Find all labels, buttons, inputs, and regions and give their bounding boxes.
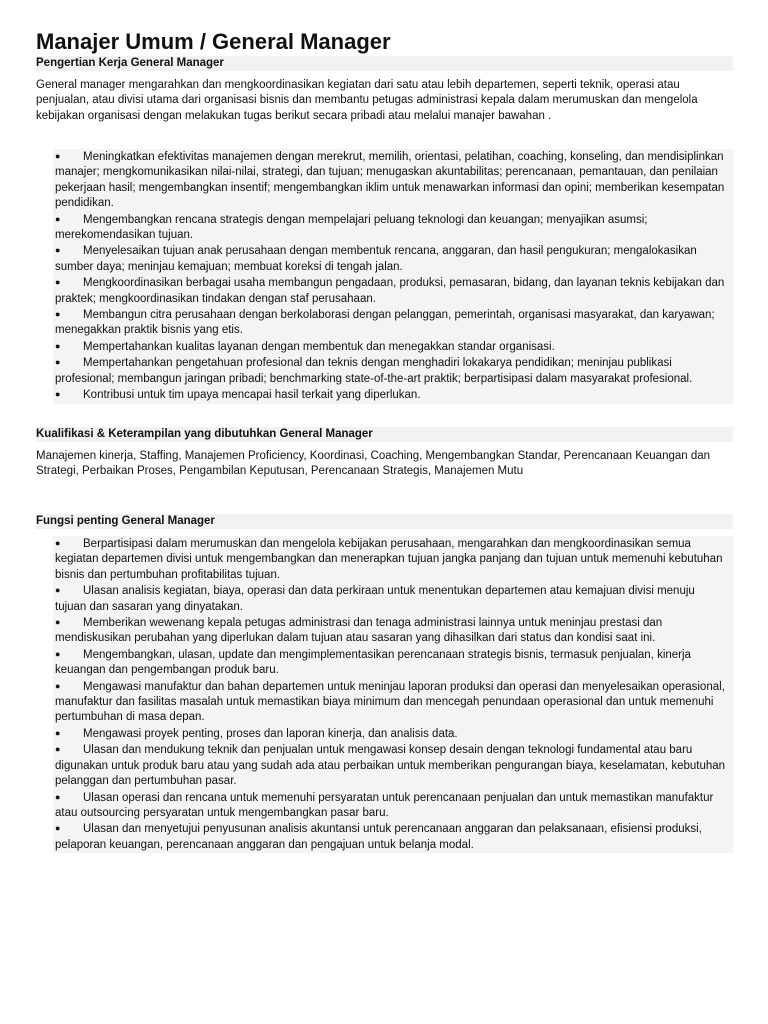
list-item: ● Mengembangkan, ulasan, update dan mengimplementasikan perencanaan strategis bisnis, termasuk penjualan, kinerja keuangan dan pengembangan produk baru. — [55, 648, 691, 677]
skills-paragraph: Manajemen kinerja, Staffing, Manajemen Proficiency, Koordinasi, Coaching, Mengembangkan Standar, Perencanaan Keuangan dan Strategi, Perbaikan Proses, Pengambilan Keputusan, Perencanaan Strategis, Manajemen Mutu — [36, 450, 711, 478]
bullet-icon: ● — [55, 727, 61, 738]
list-item: ● Ulasan analisis kegiatan, biaya, operasi dan data perkiraan untuk menentukan departemen atau kemajuan divisi menuju tujuan dan sasaran yang dinyatakan. — [55, 585, 695, 613]
section-heading-fungsi: Fungsi penting General Manager — [36, 514, 733, 529]
bullet-icon: ● — [55, 357, 61, 368]
list-item: ● Menyelesaikan tujuan anak perusahaan dengan membentuk rencana, anggaran, dan hasil pengukuran; mengalokasikan sumber daya; meninjau kemajuan; membuat koreksi di tengah jalan. — [55, 245, 697, 273]
section-heading-pengertian: Pengertian Kerja General Manager — [36, 56, 733, 71]
list-item: ● Memberikan wewenang kepala petugas administrasi dan tenaga administrasi lainnya untuk meninjau prestasi dan mendiskusikan perubahan yang diperlukan dalam tujuan atau sasaran yang dihasilkan dari status dan kondisi saat ini. — [55, 617, 663, 645]
list-item: ● Meningkatkan efektivitas manajemen dengan merekrut, memilih, orientasi, pelatihan, coaching, konseling, dan mendisiplinkan manajer; mengkomunikasikan nilai-nilai, strategi, dan tujuan; menugaskan akuntabilitas; perencanaan, pemantauan, dan penilaian pekerjaan hasil; mengembangkan insentif; mengembangkan iklim untuk menawarkan informasi dan opini; memberikan kesempatan pendidikan. — [55, 151, 725, 210]
bullet-icon: ● — [55, 151, 61, 161]
list-item: ● Kontribusi untuk tim upaya mencapai hasil terkait yang diperlukan. — [55, 389, 421, 402]
bullet-icon: ● — [55, 648, 61, 659]
bullet-icon: ● — [55, 213, 61, 224]
list-item: ● Berpartisipasi dalam merumuskan dan mengelola kebijakan perusahaan, mengarahkan dan mengkoordinasikan semua kegiatan departemen divisi untuk mengembangkan dan menerapkan tujuan jangka panjang dan tujuan untuk memenuhi kebutuhan bisnis dan pertumbuhan profitabilitas tujuan. — [55, 538, 723, 581]
bullet-icon: ● — [55, 538, 61, 548]
bullet-icon: ● — [55, 245, 61, 256]
list-item: ● Ulasan dan menyetujui penyusunan analisis akuntansi untuk perencanaan anggaran dan pelaksanaan, efisiensi produksi, pelaporan keuangan, perencanaan anggaran dan pengajuan untuk belanja modal. — [55, 823, 702, 851]
intro-paragraph: General manager mengarahkan dan mengkoordinasikan kegiatan dari satu atau lebih departemen, seperti teknik, operasi atau penjualan, atau divisi utama dari organisasi bisnis dan membantu petugas administrasi kepala dalam merumuskan dan mengelola kebijakan organisasi dengan melakukan tugas berikut secara pribadi atau melalui manajer bawahan . — [36, 79, 698, 122]
page-title: Manajer Umum / General Manager — [36, 29, 391, 54]
list-item: ● Membangun citra perusahaan dengan berkolaborasi dengan pelanggan, pemerintah, organisasi masyarakat, dan karyawan; menegakkan praktik bisnis yang etis. — [55, 309, 715, 337]
list-item: ● Ulasan dan mendukung teknik dan penjualan untuk mengawasi konsep desain dengan teknologi fundamental atau baru digunakan untuk produk baru atau yang sudah ada atau perbaikan untuk memberikan pengurangan biaya, keselamatan, kebutuhan pelanggan dan pertumbuhan pasar. — [55, 744, 726, 788]
section-heading-kualifikasi: Kualifikasi & Keterampilan yang dibutuhkan General Manager — [36, 427, 733, 442]
list-item: ● Mengkoordinasikan berbagai usaha membangun pengadaan, produksi, pemasaran, bidang, dan layanan teknis kebijakan dan praktek; mengkoordinasikan tindakan dengan staf perusahaan. — [55, 277, 725, 305]
bullet-icon: ● — [55, 585, 61, 596]
list-item: ● Mempertahankan kualitas layanan dengan membentuk dan menegakkan standar organisasi. — [55, 340, 555, 353]
bullet-icon: ● — [55, 680, 61, 691]
bullet-list-tugas — [53, 149, 733, 404]
list-item: ● Mengembangkan rencana strategis dengan mempelajari peluang teknologi dan keuangan; menyajikan asumsi; merekomendasikan tujuan. — [55, 213, 648, 242]
bullet-icon: ● — [55, 791, 61, 802]
list-item: ● Ulasan operasi dan rencana untuk memenuhi persyaratan untuk perencanaan penjualan dan untuk memastikan manufaktur atau outsourcing persyaratan untuk mengembangkan pasar baru. — [55, 791, 714, 819]
list-item: ● Mengawasi manufaktur dan bahan departemen untuk meninjau laporan produksi dan operasi dan menyelesaikan operasional, manufaktur dan fasilitas masalah untuk memastikan biaya minimum dan mencegah penundaan operasional dan untuk memenuhi pertumbuhan di masa depan. — [55, 680, 725, 724]
bullet-icon: ● — [55, 389, 61, 400]
bullet-icon: ● — [55, 823, 61, 834]
bullet-icon: ● — [55, 277, 61, 288]
bullet-icon: ● — [55, 309, 61, 320]
list-item: ● Mempertahankan pengetahuan profesional dan teknis dengan menghadiri lokakarya pendidikan; meninjau publikasi profesional; membangun jaringan pribadi; benchmarking state-of-the-art praktik; berpartisipasi dalam masyarakat profesional. — [55, 357, 693, 385]
list-item: ● Mengawasi proyek penting, proses dan laporan kinerja, dan analisis data. — [55, 727, 458, 740]
bullet-icon: ● — [55, 744, 61, 755]
bullet-list-fungsi — [53, 536, 733, 853]
bullet-icon: ● — [55, 617, 61, 628]
bullet-icon: ● — [55, 340, 61, 351]
